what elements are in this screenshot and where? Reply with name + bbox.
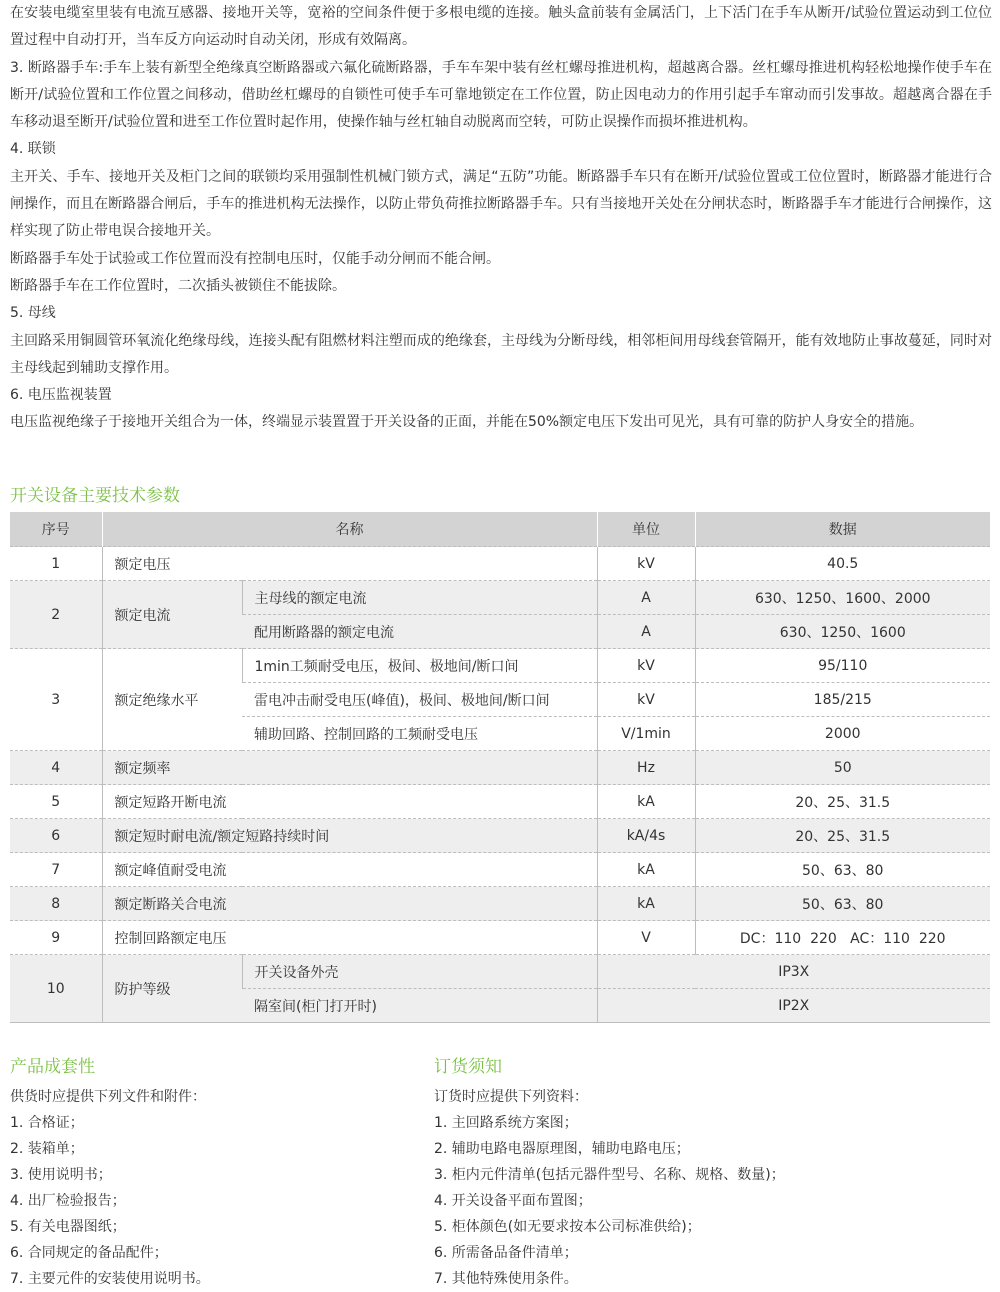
row-data: 630、1250、1600、2000 bbox=[695, 581, 990, 615]
row-name: 额定电压 bbox=[102, 547, 597, 581]
intro-paragraph: 断路器手车处于试验或工作位置而没有控制电压时，仅能手动分闸而不能合闸。 bbox=[10, 250, 500, 267]
row-data: 20、25、31.5 bbox=[695, 819, 990, 853]
table-row bbox=[10, 785, 990, 819]
spec-section-title: 开关设备主要技术参数 bbox=[10, 486, 180, 506]
row-no: 6 bbox=[10, 819, 102, 853]
row-no: 1 bbox=[10, 547, 102, 581]
row-subname: 主母线的额定电流 bbox=[242, 581, 597, 615]
row-data: IP3X bbox=[597, 955, 990, 989]
list-item: 4. 出厂检验报告； bbox=[10, 1193, 126, 1209]
table-row bbox=[10, 751, 990, 785]
row-unit: V/1min bbox=[597, 717, 695, 751]
list-item: 2. 装箱单； bbox=[10, 1141, 84, 1157]
row-unit: kV bbox=[597, 547, 695, 581]
table-row bbox=[10, 819, 990, 853]
row-unit: Hz bbox=[597, 751, 695, 785]
table-row bbox=[10, 955, 990, 989]
row-no: 9 bbox=[10, 921, 102, 955]
row-unit: kA bbox=[597, 853, 695, 887]
intro-paragraph: 主开关、手车、接地开关及柜门之间的联锁均采用强制性机械门锁方式，满足“五防”功能。断路器手车只有在断开/试验位置或工位位置时，断路器才能进行合闸操作，而且在断路器合闸后，手车的推进机构无法操作，以防止带负荷推拉断路器手车。只有当接地开关处在分闸状态时，断路器手车才能进行合闸操作，这样实现了防止带电误合接地开关。 bbox=[10, 168, 992, 240]
spec-table bbox=[10, 512, 990, 1023]
header-data: 数据 bbox=[695, 512, 990, 547]
row-no: 3 bbox=[10, 649, 102, 751]
list-item: 7. 其他特殊使用条件。 bbox=[434, 1271, 578, 1287]
row-subname: 配用断路器的额定电流 bbox=[242, 615, 597, 649]
intro-paragraph: 主回路采用铜圆管环氧流化绝缘母线，连接头配有阻燃材料注塑而成的绝缘套，主母线为分断母线，相邻柜间用母线套管隔开，能有效地防止事故蔓延，同时对主母线起到辅助支撑作用。 bbox=[10, 332, 992, 376]
list-item: 订货时应提供下列资料： bbox=[434, 1089, 588, 1105]
row-data: 95/110 bbox=[695, 649, 990, 683]
row-name: 额定断路关合电流 bbox=[102, 887, 597, 921]
row-unit: kA/4s bbox=[597, 819, 695, 853]
list-item: 3. 使用说明书； bbox=[10, 1167, 112, 1183]
list-item: 6. 合同规定的备品配件； bbox=[10, 1245, 168, 1261]
row-subname: 辅助回路、控制回路的工频耐受电压 bbox=[242, 717, 597, 751]
row-no: 4 bbox=[10, 751, 102, 785]
supply-section-title: 产品成套性 bbox=[10, 1057, 95, 1077]
row-name: 防护等级 bbox=[102, 955, 242, 1023]
row-subname: 雷电冲击耐受电压(峰值)，极间、极地间/断口间 bbox=[242, 683, 597, 717]
row-name: 额定绝缘水平 bbox=[102, 649, 242, 751]
list-item: 供货时应提供下列文件和附件： bbox=[10, 1089, 206, 1105]
row-name: 额定短路开断电流 bbox=[102, 785, 597, 819]
row-unit: kA bbox=[597, 887, 695, 921]
intro-paragraph: 在安装电缆室里装有电流互感器、接地开关等，宽裕的空间条件便于多根电缆的连接。触头盒前装有金属活门，上下活门在手车从断开/试验位置运动到工位位置过程中自动打开，当车反方向运动时自动关闭，形成有效隔离。 bbox=[10, 5, 992, 49]
row-data: 50、63、80 bbox=[695, 887, 990, 921]
order-section-title: 订货须知 bbox=[434, 1057, 502, 1077]
row-data: 50、63、80 bbox=[695, 853, 990, 887]
row-name: 额定电流 bbox=[102, 581, 242, 649]
list-item: 1. 主回路系统方案图； bbox=[434, 1115, 578, 1131]
row-data: 630、1250、1600 bbox=[695, 615, 990, 649]
intro-heading: 4. 联锁 bbox=[10, 141, 56, 158]
intro-heading: 6. 电压监视装置 bbox=[10, 387, 112, 404]
row-unit: V bbox=[597, 921, 695, 955]
row-subname: 开关设备外壳 bbox=[242, 955, 597, 989]
supply-list bbox=[10, 1084, 210, 1292]
row-name: 额定频率 bbox=[102, 751, 597, 785]
row-data: 2000 bbox=[695, 717, 990, 751]
row-no: 2 bbox=[10, 581, 102, 649]
header-name: 名称 bbox=[102, 512, 597, 547]
table-row bbox=[10, 853, 990, 887]
list-item: 3. 柜内元件清单(包括元器件型号、名称、规格、数量)； bbox=[434, 1167, 785, 1183]
table-header-row bbox=[10, 512, 990, 547]
row-data: IP2X bbox=[597, 989, 990, 1023]
intro-paragraph: 断路器手车在工作位置时，二次插头被锁住不能拔除。 bbox=[10, 277, 346, 294]
table-row bbox=[10, 887, 990, 921]
list-item: 1. 合格证； bbox=[10, 1115, 84, 1131]
row-data: DC：110 220 AC：110 220 bbox=[695, 921, 990, 955]
intro-paragraph: 3. 断路器手车:手车上装有新型全绝缘真空断路器或六氟化硫断路器，手车车架中装有丝杠螺母推进机构，超越离合器。丝杠螺母推进机构轻松地操作使手车在断开/试验位置和工作位置之间移动，借助丝杠螺母的自锁性可使手车可靠地锁定在工作位置，防止因电动力的作用引起手车窜动而引发事故。超越离合器在手车移动退至断开/试验位置和进至工作位置时起作用，使操作轴与丝杠轴自动脱离而空转，可防止误操作而损坏推进机构。 bbox=[10, 59, 992, 131]
intro-paragraph: 电压监视绝缘子于接地开关组合为一体，终端显示装置置于开关设备的正面，并能在50%额定电压下发出可见光，具有可靠的防护人身安全的措施。 bbox=[10, 414, 924, 431]
row-unit: kV bbox=[597, 649, 695, 683]
row-no: 7 bbox=[10, 853, 102, 887]
list-item: 2. 辅助电路电器原理图，辅助电路电压； bbox=[434, 1141, 690, 1157]
list-item: 5. 柜体颜色(如无要求按本公司标准供给)； bbox=[434, 1219, 701, 1235]
row-unit: kA bbox=[597, 785, 695, 819]
row-data: 40.5 bbox=[695, 547, 990, 581]
row-data: 20、25、31.5 bbox=[695, 785, 990, 819]
row-name: 控制回路额定电压 bbox=[102, 921, 597, 955]
list-item: 7. 主要元件的安装使用说明书。 bbox=[10, 1271, 210, 1287]
header-no: 序号 bbox=[10, 512, 102, 547]
row-no: 5 bbox=[10, 785, 102, 819]
table-row bbox=[10, 547, 990, 581]
row-unit: A bbox=[597, 615, 695, 649]
row-unit: A bbox=[597, 581, 695, 615]
intro-text bbox=[10, 0, 992, 437]
table-row bbox=[10, 649, 990, 683]
row-subname: 1min工频耐受电压，极间、极地间/断口间 bbox=[242, 649, 597, 683]
row-unit: kV bbox=[597, 683, 695, 717]
list-item: 4. 开关设备平面布置图； bbox=[434, 1193, 592, 1209]
row-data: 185/215 bbox=[695, 683, 990, 717]
list-item: 6. 所需备品备件清单； bbox=[434, 1245, 578, 1261]
row-name: 额定短时耐电流/额定短路持续时间 bbox=[102, 819, 597, 853]
list-item: 5. 有关电器图纸； bbox=[10, 1219, 126, 1235]
row-subname: 隔室间(柜门打开时) bbox=[242, 989, 597, 1023]
intro-heading: 5. 母线 bbox=[10, 305, 56, 322]
header-unit: 单位 bbox=[597, 512, 695, 547]
row-name: 额定峰值耐受电流 bbox=[102, 853, 597, 887]
row-data: 50 bbox=[695, 751, 990, 785]
row-no: 8 bbox=[10, 887, 102, 921]
row-no: 10 bbox=[10, 955, 102, 1023]
order-list bbox=[434, 1084, 785, 1292]
table-row bbox=[10, 921, 990, 955]
table-row bbox=[10, 581, 990, 615]
